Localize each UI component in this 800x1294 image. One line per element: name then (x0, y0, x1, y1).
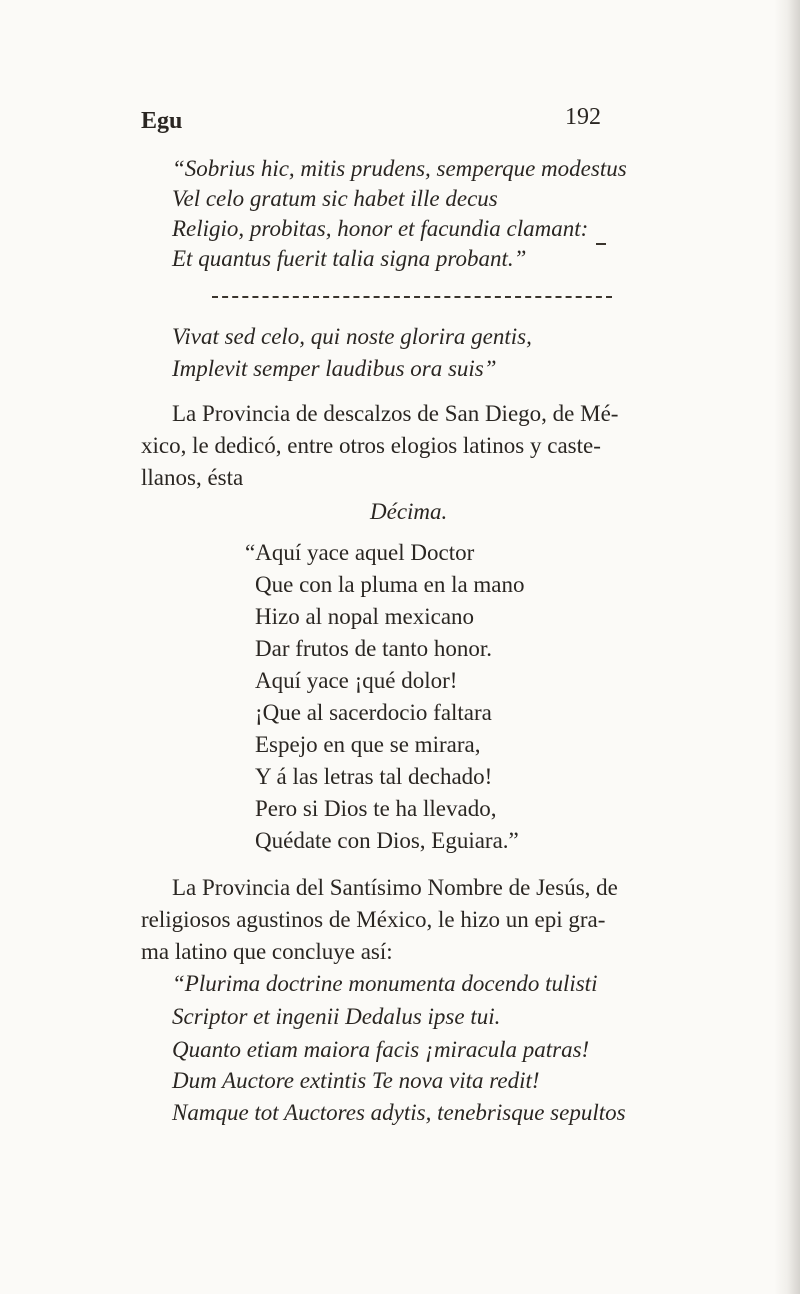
decima-verse: Y á las letras tal dechado! (255, 764, 493, 789)
verse-line: Vel celo gratum sic habet ille decus (172, 186, 498, 211)
running-head (141, 104, 601, 142)
decima-verse: Que con la pluma en la mano (255, 572, 525, 597)
paragraph-line: llanos, ésta (141, 465, 244, 490)
verse-line: Quanto etiam maiora facis ¡miracula patras! (172, 1037, 590, 1062)
verse-line: “Plurima doctrine monumenta docendo tulisti (172, 971, 598, 996)
dashed-divider (212, 296, 612, 300)
decima-verse: ¡Que al sacerdocio faltara (255, 700, 492, 725)
decima-verse: Espejo en que se mirara, (255, 732, 481, 757)
paragraph-line: La Provincia del Santísimo Nombre de Jesús, de (172, 875, 618, 900)
dash-mark (596, 243, 606, 245)
verse-line: Vivat sed celo, qui noste glorira gentis, (172, 324, 532, 349)
page-number: 192 (565, 104, 601, 130)
verse-line: Dum Auctore extintis Te nova vita redit! (172, 1068, 540, 1093)
decima-verse: “Aquí yace aquel Doctor (245, 540, 475, 565)
verse-line: Religio, probitas, honor et facundia clamant: (172, 216, 589, 241)
paragraph-line: La Provincia de descalzos de San Diego, de Mé- (172, 401, 619, 426)
paragraph-line: ma latino que concluye así: (141, 939, 393, 964)
header-word: Egu (141, 108, 183, 134)
paragraph-line: xico, le dedicó, entre otros elogios latinos y caste- (141, 433, 601, 458)
verse-line: “Sobrius hic, mitis prudens, semperque modestus (172, 156, 627, 181)
verse-line: Namque tot Auctores adytis, tenebrisque sepultos (172, 1100, 626, 1125)
decima-verse: Hizo al nopal mexicano (255, 604, 475, 629)
decima-title: Décima. (370, 499, 448, 524)
verse-line: Implevit semper laudibus ora suis” (172, 356, 497, 381)
decima-verse: Aquí yace ¡qué dolor! (255, 668, 458, 693)
page-edge-shadow (774, 0, 800, 1294)
verse-line: Scriptor et ingenii Dedalus ipse tui. (172, 1004, 501, 1029)
verse-line: Et quantus fuerit talia signa probant.” (172, 246, 527, 271)
decima-verse: Quédate con Dios, Eguiara.” (255, 828, 519, 853)
paragraph-line: religiosos agustinos de México, le hizo un epi gra- (141, 907, 606, 932)
decima-verse: Dar frutos de tanto honor. (255, 636, 492, 661)
decima-verse: Pero si Dios te ha llevado, (255, 796, 497, 821)
